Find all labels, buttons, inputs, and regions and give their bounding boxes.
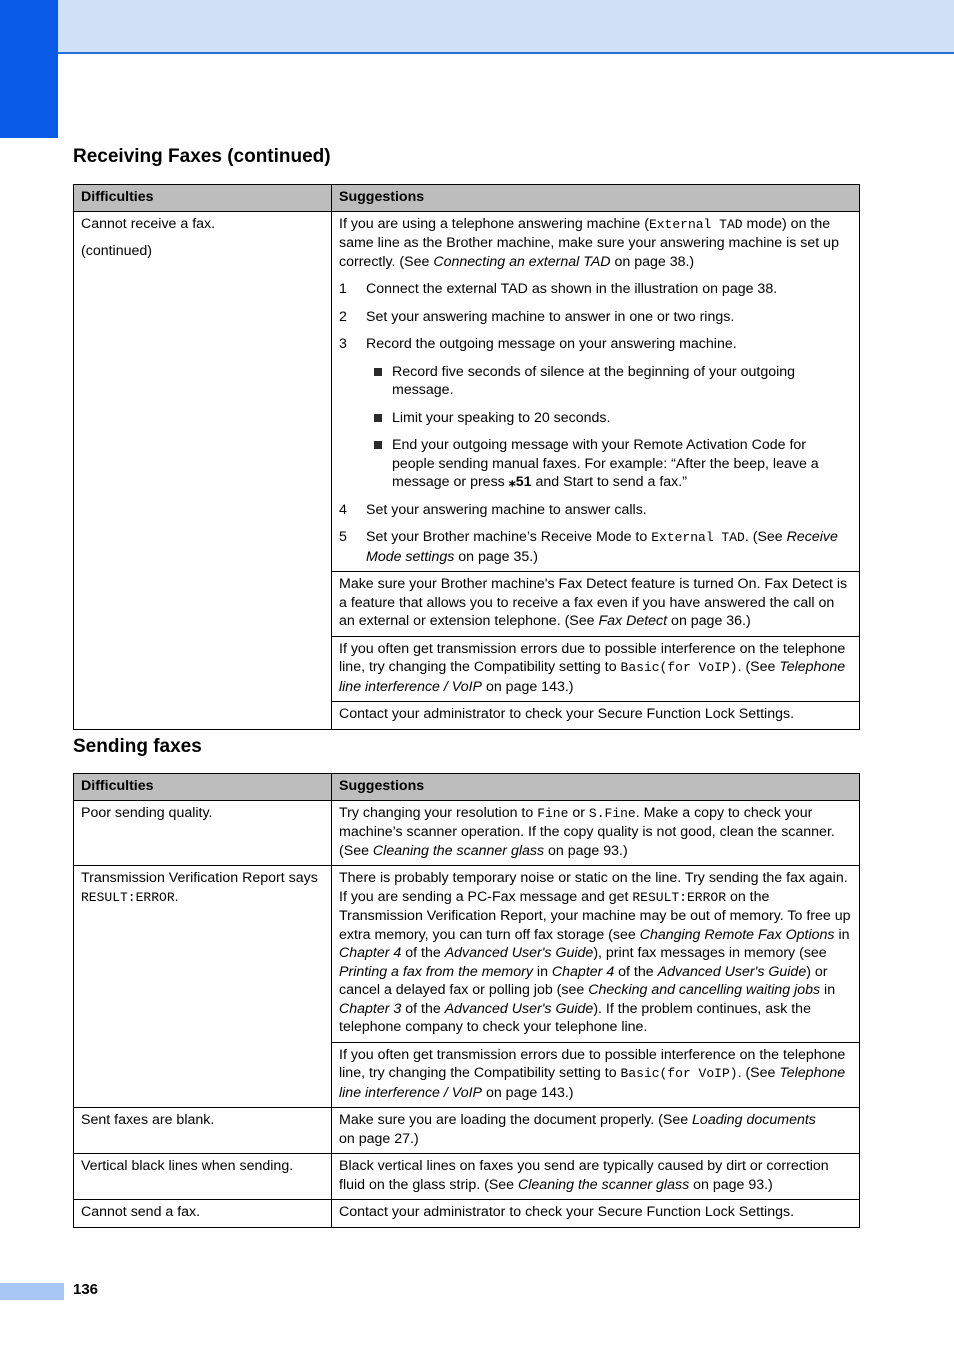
outgoing-message-bullets bbox=[339, 363, 852, 492]
receiving-faxes-table bbox=[73, 184, 860, 730]
table-row bbox=[74, 1154, 860, 1200]
bullet-item: Limit your speaking to 20 seconds. bbox=[374, 409, 852, 428]
step-item: 2 Set your answering machine to answer in one or two rings. bbox=[339, 308, 735, 325]
section-title-receiving: Receiving Faxes (continued) bbox=[73, 146, 331, 167]
step-item: 4 Set your answering machine to answer calls. bbox=[339, 501, 647, 518]
table-row bbox=[74, 800, 860, 866]
step-item: 5 Set your Brother machine’s Receive Mode to External TAD. (See Receive Mode settings on page 35.) bbox=[339, 529, 838, 565]
suggestion-cell: There is probably temporary noise or static on the line. Try sending the fax again. If you are sending a PC-Fax message and get RESULT:ERROR on the Transmission Verification Report, your machine may be out of memory. To free up extra memory, you can turn off fax storage (see Changing Remote Fax Options in Chapter 4 of the Advanced User's Guide), print fax messages in memory (see Printing a fax from the memory in Chapter 4 of the Advanced User's Guide) or cancel a delayed fax or polling job (see Checking and cancelling waiting jobs in Chapter 3 of the Advanced User's Guide). If the problem continues, ask the telephone company to check your telephone line. bbox=[332, 866, 860, 1043]
chapter-tab bbox=[0, 0, 58, 138]
square-bullet-icon bbox=[374, 363, 392, 400]
suggestion-cell: Black vertical lines on faxes you send are typically caused by dirt or correction fluid on the glass strip. (See Cleaning the scanner glass on page 93.) bbox=[332, 1154, 860, 1200]
square-bullet-icon bbox=[374, 436, 392, 492]
table-header-row bbox=[74, 774, 860, 801]
col-header-suggestions: Suggestions bbox=[332, 185, 860, 212]
suggestion-cell-tad bbox=[332, 211, 860, 572]
suggestion-cell: Contact your administrator to check your Secure Function Lock Settings. bbox=[332, 1200, 860, 1228]
difficulty-cell: Cannot send a fax. bbox=[74, 1200, 332, 1228]
step-item: 1 Connect the external TAD as shown in the illustration on page 38. bbox=[339, 281, 778, 297]
tad-steps bbox=[339, 280, 852, 354]
table-row bbox=[74, 1200, 860, 1228]
page-number-band bbox=[0, 1283, 64, 1300]
col-header-difficulties: Difficulties bbox=[74, 774, 332, 801]
difficulty-cell: Vertical black lines when sending. bbox=[74, 1154, 332, 1200]
page-number: 136 bbox=[73, 1281, 99, 1298]
square-bullet-icon bbox=[374, 409, 392, 428]
suggestion-cell-admin: Contact your administrator to check your Secure Function Lock Settings. bbox=[332, 702, 860, 730]
suggestion-cell-fax-detect: Make sure your Brother machine's Fax Detect feature is turned On. Fax Detect is a feature that allows you to receive a fax even if you have answered the call on an external or extension telephone. (See Fax Detect on page 36.) bbox=[332, 572, 860, 637]
suggestion-cell-voip: If you often get transmission errors due to possible interference on the telephone line, try changing the Compatibility setting to Basic(for VoIP). (See Telephone line interference / VoIP on page 143.) bbox=[332, 1042, 860, 1108]
difficulty-cell: Transmission Verification Report says RESULT:ERROR. bbox=[74, 866, 332, 1108]
col-header-suggestions: Suggestions bbox=[332, 774, 860, 801]
col-header-difficulties: Difficulties bbox=[74, 185, 332, 212]
header-band bbox=[0, 0, 954, 54]
bullet-item: End your outgoing message with your Remote Activation Code for people sending manual faxes. For example: “After the beep, leave a message or press ⁎51 and Start to send a fax.” bbox=[374, 436, 852, 492]
bullet-item: Record five seconds of silence at the beginning of your outgoing message. bbox=[374, 363, 852, 400]
difficulty-cell: Poor sending quality. bbox=[74, 800, 332, 866]
sending-faxes-table bbox=[73, 773, 860, 1228]
table-row bbox=[74, 211, 860, 572]
table-row bbox=[74, 866, 860, 1043]
section-title-sending: Sending faxes bbox=[73, 736, 202, 757]
difficulty-continued: (continued) bbox=[81, 243, 152, 259]
difficulty-cell: Sent faxes are blank. bbox=[74, 1108, 332, 1154]
suggestion-cell-voip: If you often get transmission errors due to possible interference on the telephone line, try changing the Compatibility setting to Basic(for VoIP). (See Telephone line interference / VoIP on page 143.) bbox=[332, 636, 860, 702]
table-row bbox=[74, 1108, 860, 1154]
step-item: 3 Record the outgoing message on your answering machine. bbox=[339, 336, 737, 352]
tad-intro: If you are using a telephone answering machine (External TAD mode) on the same line as the Brother machine, make sure your answering machine is set up correctly. (See Connecting an external TAD on page 38.) bbox=[339, 215, 839, 270]
difficulty-cell bbox=[74, 211, 332, 729]
difficulty-text: Cannot receive a fax. bbox=[81, 215, 216, 232]
tad-steps-continued bbox=[339, 501, 852, 567]
table-header-row bbox=[74, 185, 860, 212]
suggestion-cell: Make sure you are loading the document properly. (See Loading documents on page 27.) bbox=[332, 1108, 860, 1154]
suggestion-cell: Try changing your resolution to Fine or S.Fine. Make a copy to check your machine’s scanner operation. If the copy quality is not good, clean the scanner. (See Cleaning the scanner glass on page 93.) bbox=[332, 800, 860, 866]
